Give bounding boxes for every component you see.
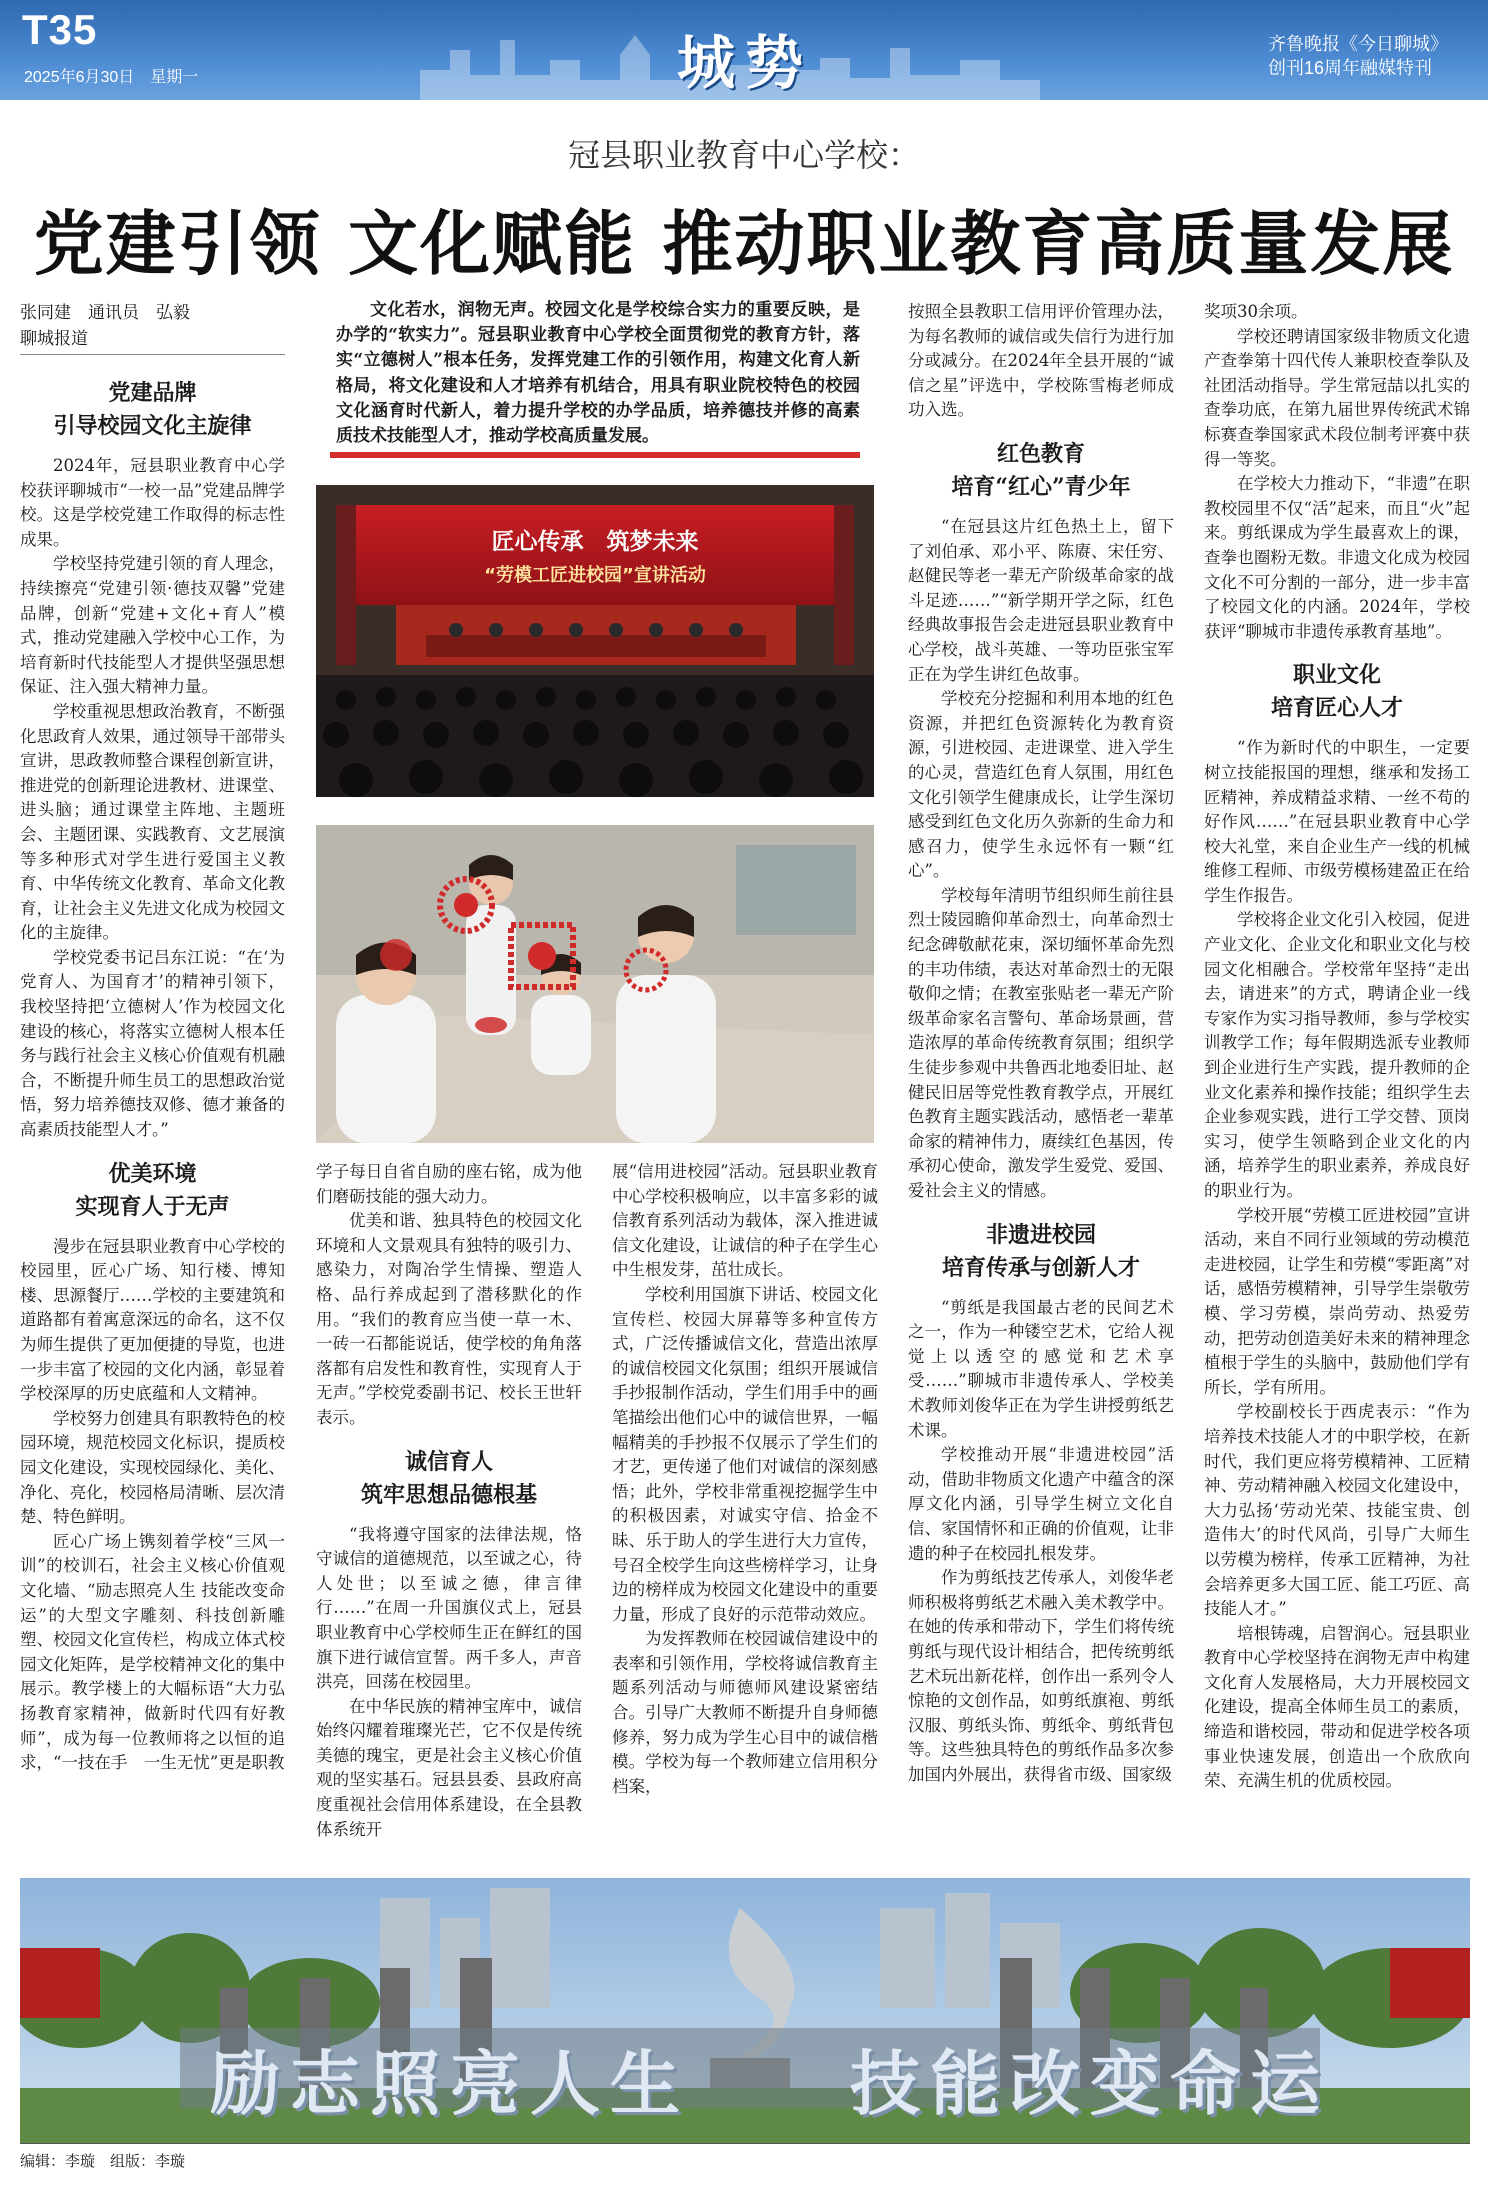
intro-red-rule [330, 452, 860, 458]
byline [20, 300, 285, 355]
subhead-red-education: 红色教育 [996, 440, 1085, 467]
page-number: T35 [22, 6, 98, 53]
paragraph: 奖项30余项。 [1204, 302, 1308, 321]
paper-name-line2: 创刊16周年融媒特刊 [1268, 58, 1433, 78]
paragraph: “在冠县这片红色热土上，留下了刘伯承、邓小平、陈赓、宋任穷、赵健民等老一辈无产阶级革命家的战斗足迹……”“新学期开学之际，红色经典故事报告会走进冠县职业教育中心学校，战斗英雄、一等功臣张宝军正在为学生讲红色故事。 [908, 516, 1174, 684]
paragraph: 展“信用进校园”活动。冠县职业教育中心学校积极响应，以丰富多彩的诚信教育系列活动为载体，深入推进诚信文化建设，让诚信的种子在学生心中生根发芽，茁壮成长。 [612, 1162, 878, 1280]
paragraph: 漫步在冠县职业教育中心学校的校园里，匠心广场、知行楼、博知楼、思源餐厅……学校的主要建筑和道路都有着寓意深远的命名，这不仅为师生提供了更加便捷的导览，也进一步丰富了校园的文化内涵，彰显着学校深厚的历史底蕴和人文精神。 [20, 1236, 285, 1404]
paragraph: 学校充分挖掘和利用本地的红色资源，并把红色资源转化为教育资源，引进校园、走进课堂、进入学生的心灵，营造红色育人氛围，用红色文化引领学生健康成长，让学生深切感受到红色文化历久弥新的生命力和感召力，使学生永远怀有一颗“红心”。 [908, 689, 1174, 881]
paragraph: 学校重视思想政治教育，不断强化思政育人效果，通过领导干部带头宣讲，思政教师整合课程创新宣讲，推进党的创新理论进教材、进课堂、进头脑；通过课堂主阵地、主题班会、主题团课、实践教育、文艺展演等多种形式对学生进行爱国主义教育、中华传统文化教育、革命文化教育，让社会主义先进文化成为校园文化的主旋律。 [20, 701, 285, 943]
paragraph: 优美和谐、独具特色的校园文化环境和人文景观具有独特的吸引力、感染力，对陶冶学生情操、塑造人格、品行养成起到了潜移默化的作用。“我们的教育应当使一草一木、一砖一石都能说话，使学校的角角落落都有启发性和教育性，实现育人于无声。”学校党委副书记、校长王世轩表示。 [316, 1211, 582, 1427]
byline-authors: 张同建 通讯员 弘毅 [20, 303, 190, 323]
subhead-intangible-heritage-line2: 培育传承与创新人才 [941, 1254, 1140, 1281]
subhead-party-brand: 党建品牌 [108, 380, 197, 406]
paragraph: 学子每日自省自励的座右铭，成为他们磨砺技能的强大动力。 [316, 1162, 582, 1206]
paragraph: 学校推动开展“非遗进校园”活动，借助非物质文化遗产中蕴含的深厚文化内涵，引导学生树立文化自信、家国情怀和正确的价值观，让非遗的种子在校园扎根发芽。 [908, 1445, 1174, 1563]
slogan-right: 技能改变命运 [850, 2043, 1330, 2125]
subhead-party-brand-line2: 引导校园文化主旋律 [53, 413, 252, 439]
article-subtitle: 冠县职业教育中心学校： [567, 136, 920, 174]
subhead-integrity: 诚信育人 [404, 1448, 493, 1475]
subhead-vocational-culture: 职业文化 [1292, 662, 1381, 689]
masthead [0, 0, 1488, 100]
subhead-vocational-culture-line2: 培育匠心人才 [1270, 695, 1403, 722]
paragraph: 培根铸魂，启智润心。冠县职业教育中心学校坚持在润物无声中构建文化育人发展格局，大力开展校园文化建设，提高全体师生员工的素质，缔造和谐校园，带动和促进学校各项事业快速发展，创造出一个欣欣向荣、充满生机的优质校园。 [1204, 1623, 1470, 1791]
paragraph: 学校努力创建具有职教特色的校园环境，规范校园文化标识，提质校园文化建设，实现校园绿化、美化、净化、亮化，校园格局清晰、层次清楚、特色鲜明。 [20, 1408, 285, 1527]
paragraph: 作为剪纸技艺传承人，刘俊华老师积极将剪纸艺术融入美术教学中。在她的传承和带动下，学生们将传统剪纸与现代设计相结合，把传统剪纸艺术玩出新花样，创作出一系列令人惊艳的文创作品，如剪纸旗袍、剪纸汉服、剪纸头饰、剪纸伞、剪纸背包等。这些独具特色的剪纸作品多次参加国内外展出，获得省市级、国家级 [908, 1568, 1174, 1784]
article-column-4 [908, 300, 1174, 1850]
paragraph: 2024年，冠县职业教育中心学校获评聊城市“一校一品”党建品牌学校。这是学校党建工作取得的标志性成果。 [20, 456, 285, 549]
paragraph: 按照全县教职工信用评价管理办法，为每名教师的诚信或失信行为进行加分或减分。在2024年全县开展的“诚信之星”评选中，学校陈雪梅老师成功入选。 [908, 302, 1174, 420]
paragraph: 为发挥教师在校园诚信建设中的表率和引领作用，学校将诚信教育主题系列活动与师德师风建设紧密结合。引导广大教师不断提升自身师德修养，努力成为学生心目中的诚信楷模。学校为每一个教师建立信用积分档案， [612, 1629, 878, 1796]
footer-rule [20, 2143, 1470, 2144]
subhead-environment: 优美环境 [108, 1160, 197, 1187]
paragraph: 在学校大力推动下，“非遗”在职教校园里不仅“活”起来，而且“火”起来。剪纸课成为学生最喜欢上的课，查拳也圈粉无数。非遗文化成为校园文化不可分割的一部分，进一步丰富了校园文化的内涵。2024年，学校获评“聊城市非遗传承教育基地”。 [1204, 474, 1470, 641]
article-title: 党建引领 文化赋能 推动职业教育高质量发展 [33, 202, 1455, 285]
section-title: 城势 [676, 29, 813, 97]
paper-name [1268, 32, 1448, 80]
issue-date: 2025年6月30日 星期一 [24, 69, 199, 86]
paragraph: 学校利用国旗下讲话、校园文化宣传栏、校园大屏幕等多种宣传方式，广泛传播诚信文化，营造出浓厚的诚信校园文化氛围；组织开展诚信手抄报制作活动，学生们用手中的画笔描绘出他们心中的诚信世界，一幅幅精美的手抄报不仅展示了学生们的才艺，更传递了他们对诚信的深刻感悟；此外，学校非常重视挖掘学生中的积极因素，对诚实守信、拾金不昧、乐于助人的学生进行大力宣传，号召全校学生向这些榜样学习，让身边的榜样成为校园文化建设中的重要力量，形成了良好的示范带动效应。 [612, 1284, 878, 1624]
article-column-2 [316, 1160, 582, 1850]
intro-paragraph: 文化若水，润物无声。校园文化是学校综合实力的重要反映，是办学的“软实力”。冠县职业教育中心学校全面贯彻党的教育方针，落实“立德树人”根本任务，发挥党建工作的引领作用，构建文化育人新格局，将文化建设和人才培养有机结合，用具有职业院校特色的校园文化涵育时代新人，着力提升学校的办学品质，培养德技并修的高素质技术技能型人才，推动学校高质量发展。 [336, 300, 860, 447]
paragraph: 学校每年清明节组织师生前往县烈士陵园瞻仰革命烈士，向革命烈士纪念碑敬献花束，深切缅怀革命先烈的丰功伟绩，表达对革命烈士的无限敬仰之情；在教室张贴老一辈无产阶级革命家名言警句、革命场景画，营造浓厚的革命传统教育氛围；组织学生徒步参观中共鲁西北地委旧址、赵健民旧居等党性教育教学点，开展红色教育主题实践活动，感悟老一辈革命家的精神伟力，赓续红色基因，传承初心使命，激发学生爱党、爱国、爱社会主义的情感。 [908, 885, 1174, 1200]
article-column-3 [612, 1160, 878, 1850]
auditorium-photo [316, 485, 874, 797]
paper-cutting-photo [316, 825, 874, 1143]
byline-dateline: 聊城报道 [20, 329, 88, 349]
subhead-red-education-line2: 培育“红心”青少年 [951, 473, 1131, 500]
article-column-5 [1204, 300, 1470, 1850]
paragraph: “我将遵守国家的法律法规，恪守诚信的道德规范，以至诚之心，待人处世；以至诚之德，律言律行……”在周一升国旗仪式上，冠县职业教育中心学校师生正在鲜红的国旗下进行诚信宣誓。两千多人，声音洪亮，回荡在校园里。 [316, 1524, 582, 1692]
paragraph: 学校副校长于西虎表示：“作为培养技术技能人才的中职学校，在新时代，我们更应将劳模精神、工匠精神、劳动精神融入校园文化建设中，大力弘扬‘劳动光荣、技能宝贵、创造伟大’的时代风尚，引导广大师生以劳模为榜样，传承工匠精神，为社会培养更多大国工匠、能工巧匠、高技能人才。” [1204, 1402, 1470, 1619]
paragraph: 学校开展“劳模工匠进校园”宣讲活动，来自不同行业领域的劳动模范走进校园，让学生和劳模“零距离”对话，感悟劳模精神，引导学生崇敬劳模、学习劳模，崇尚劳动、热爱劳动，把劳动创造美好未来的精神理念植根于学生的头脑中，鼓励他们学有所长，学有所用。 [1204, 1205, 1470, 1397]
paragraph: “剪纸是我国最古老的民间艺术之一，作为一种镂空艺术，它给人视觉上以透空的感觉和艺术享受……”聊城市非遗传承人、学校美术教师刘俊华正在为学生讲授剪纸艺术课。 [908, 1297, 1174, 1440]
subhead-integrity-line2: 筑牢思想品德根基 [360, 1481, 537, 1508]
paragraph: 学校党委书记吕东江说：“在‘为党育人、为国育才’的精神引领下，我校坚持把‘立德树人’作为校园文化建设的核心，将落实立德树人根本任务与践行社会主义核心价值观有机融合，不断提升师生员工的思想政治觉悟，努力培养德技双修、德才兼备的高素质技能型人才。” [20, 947, 285, 1140]
campus-slogan-photo [20, 1878, 1470, 2143]
paragraph: 学校坚持党建引领的育人理念，持续擦亮“党建引领·德技双馨”党建品牌，创新“党建+文化+育人”模式，推动党建融入学校中心工作，为培育新时代技能型人才提供坚强思想保证、注入强大精神力量。 [20, 554, 285, 697]
article-column-1 [20, 378, 285, 1848]
stage-banner-line2: “劳模工匠进校园”宣讲活动 [484, 565, 706, 586]
paragraph: 学校将企业文化引入校园，促进产业文化、企业文化和职业文化与校园文化相融合。学校常年坚持“走出去，请进来”的方式，聘请企业一线专家作为实习指导教师，参与学校实训教学工作；每年假期选派专业教师到企业进行生产实践，提升教师的企业文化素养和操作技能；组织学生去企业参观实践，进行工学交替、顶岗实习，使学生领略到企业文化的内涵，培养学生的职业素养，养成良好的职业行为。 [1204, 910, 1470, 1200]
subhead-environment-line2: 实现育人于无声 [75, 1193, 230, 1220]
paragraph: 匠心广场上镌刻着学校“三风一训”的校训石，社会主义核心价值观文化墙、“励志照亮人生 技能改变命运”的大型文字雕刻、科技创新雕塑、校园文化宣传栏，构成立体式校园文化矩阵，是学校精神文化的集中展示。教学楼上的大幅标语“大力弘扬教育家精神，做新时代四有好教师”，成为每一位教师将之以恒的追求，“一技在手 一生无忧”更是职教 [20, 1531, 285, 1773]
paragraph: 学校还聘请国家级非物质文化遗产查拳第十四代传人兼职校查拳队及社团活动指导。学生常冠喆以扎实的查拳功底，在第九届世界传统武术锦标赛查拳国家武术段位制考评赛中获得一等奖。 [1204, 326, 1470, 469]
slogan-left: 励志照亮人生 [210, 2043, 690, 2125]
paragraph: “作为新时代的中职生，一定要树立技能报国的理想，继承和发扬工匠精神，养成精益求精、一丝不苟的好作风……”在冠县职业教育中心学校大礼堂，来自企业生产一线的机械维修工程师、市级劳模杨建盈正在给学生作报告。 [1204, 738, 1470, 905]
paper-name-line1: 齐鲁晚报《今日聊城》 [1268, 34, 1448, 54]
stage-banner-line1: 匠心传承 筑梦未来 [491, 529, 699, 555]
paragraph: 在中华民族的精神宝库中，诚信始终闪耀着璀璨光芒，它不仅是传统美德的瑰宝，更是社会主义核心价值观的坚实基石。冠县县委、县政府高度重视社会信用体系建设，在全县教体系统开 [316, 1696, 582, 1839]
editor-credit: 编辑：李璇 组版：李璇 [20, 2152, 186, 2170]
subhead-intangible-heritage: 非遗进校园 [985, 1221, 1096, 1248]
